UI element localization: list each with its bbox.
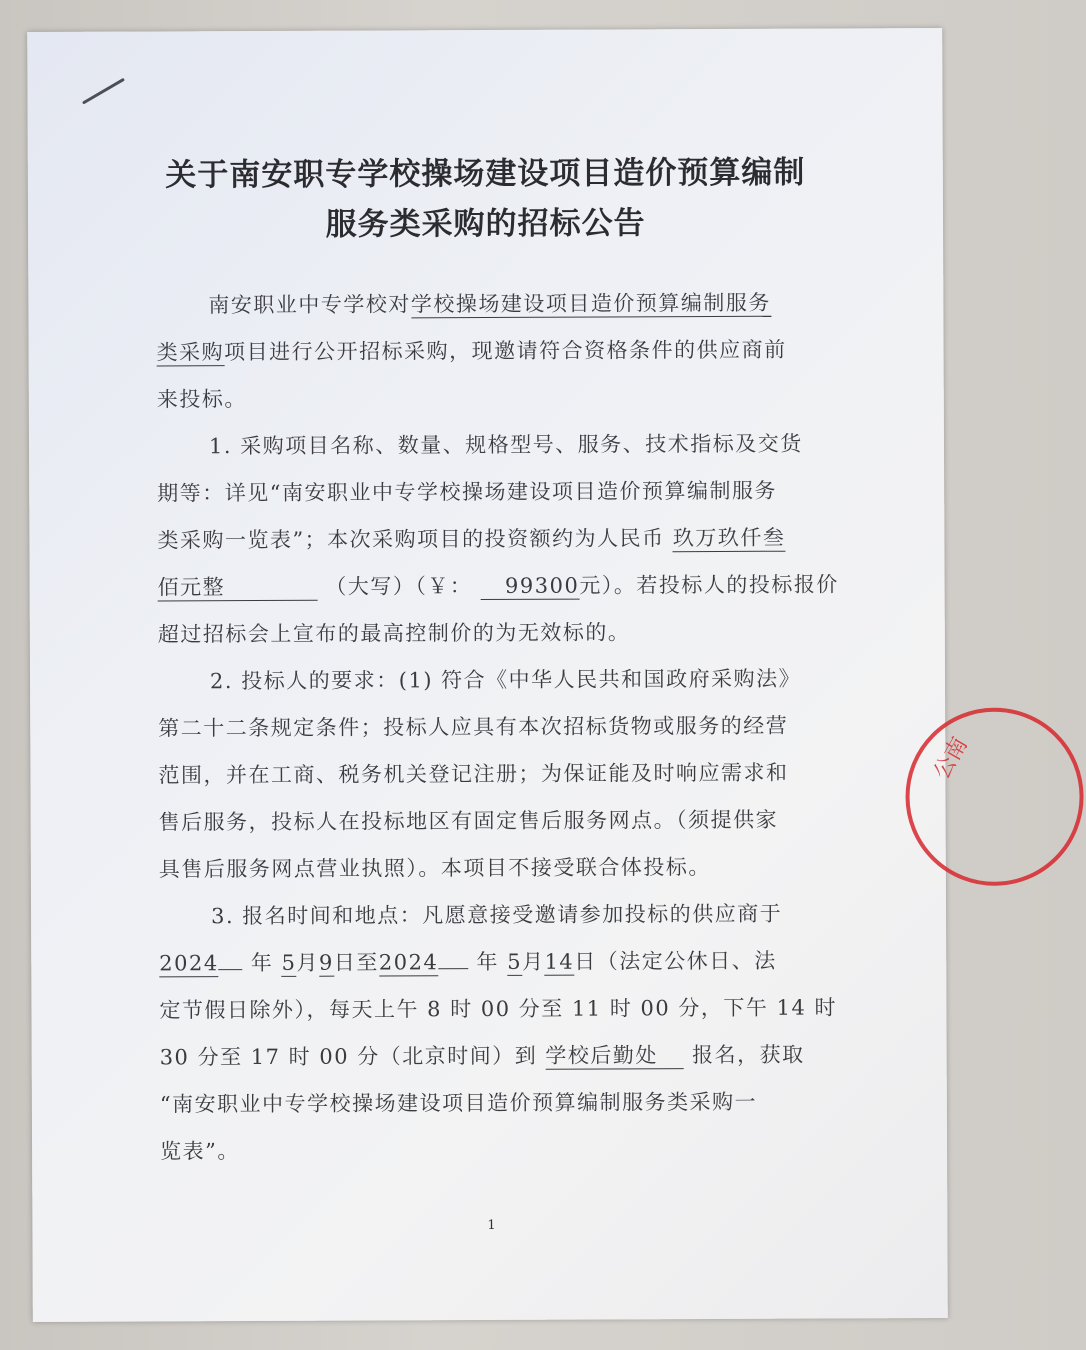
start-year: 2024 bbox=[159, 951, 219, 976]
day-to-label: 日至 bbox=[333, 950, 379, 975]
end-month: 5 bbox=[507, 949, 523, 974]
amount-words-cont bbox=[158, 575, 318, 602]
s3-line-1: 3. 报名时间和地点：凡愿意接受邀请参加投标的供应商于 bbox=[210, 901, 783, 929]
end-year: 2024 bbox=[378, 950, 439, 975]
s3-line-2 bbox=[159, 945, 777, 978]
s1-text: 类采购一览表”；本次采购项目的投资额约为人民币 bbox=[157, 526, 665, 553]
intro-text: 项目进行公开招标采购，现邀请符合资格条件的供应商前 bbox=[224, 337, 787, 365]
pen-mark bbox=[82, 78, 125, 105]
seal-text: 公南 bbox=[929, 733, 973, 784]
s3-line-3: 定节假日除外），每天上午 8 时 00 分至 11 时 00 分，下午 14 时 bbox=[159, 995, 838, 1023]
title-line-2: 服务类采购的招标公告 bbox=[325, 205, 646, 243]
registration-place bbox=[545, 1043, 684, 1070]
s3-text: 报名，获取 bbox=[692, 1042, 805, 1068]
s1-line-3 bbox=[157, 522, 785, 555]
title-line-1: 关于南安职专学校操场建设项目造价预算编制 bbox=[165, 154, 806, 194]
amount-words-end: 佰元整 bbox=[157, 575, 226, 600]
year-label: 年 bbox=[250, 950, 274, 976]
month-label: 月 bbox=[296, 950, 320, 975]
s1-line-5: 超过招标会上宣布的最高控制价的为无效标的。 bbox=[157, 620, 631, 647]
s3-text: 30 分至 17 时 00 分（北京时间）到 bbox=[159, 1043, 538, 1070]
start-day: 9 bbox=[318, 950, 334, 975]
s2-line-1: 2. 投标人的要求：(1) 符合《中华人民共和国政府采购法》 bbox=[209, 666, 802, 694]
intro-line-1 bbox=[208, 287, 771, 319]
s3-text: 日（法定公休日、法 bbox=[574, 948, 777, 974]
intro-text: 南安职业中专学校对 bbox=[208, 292, 411, 318]
document-page bbox=[27, 28, 973, 1322]
end-day: 14 bbox=[544, 949, 575, 974]
amount-words: 玖万玖仟叁 bbox=[672, 525, 786, 551]
project-name-underlined: 学校操场建设项目造价预算编制服务 bbox=[410, 290, 771, 317]
s1-line-4 bbox=[158, 568, 839, 601]
amount-value: 99300 bbox=[504, 573, 580, 598]
s2-line-3: 范围，并在工商、税务机关登记注册；为保证能及时响应需求和 bbox=[158, 760, 789, 788]
s3-line-6: 览表”。 bbox=[160, 1139, 240, 1164]
project-name-underlined-cont: 类采购 bbox=[156, 340, 225, 365]
s2-line-5: 具售后服务网点营业执照）。本项目不接受联合体投标。 bbox=[158, 855, 711, 882]
s1-line-2: 期等：详见“南安职业中专学校操场建设项目造价预算编制服务 bbox=[157, 478, 777, 506]
registration-place-value: 学校后勤处 bbox=[545, 1043, 658, 1068]
start-month: 5 bbox=[281, 950, 297, 975]
year-label: 年 bbox=[476, 949, 500, 975]
page-number: 1 bbox=[487, 1217, 496, 1234]
official-seal bbox=[905, 707, 1084, 886]
s1-line-1: 1. 采购项目名称、数量、规格型号、服务、技术指标及交货 bbox=[208, 431, 803, 459]
s1-text: 元）。若投标人的投标报价 bbox=[579, 572, 839, 598]
month-label: 月 bbox=[521, 949, 545, 974]
s2-line-2: 第二十二条规定条件；投标人应具有本次招标货物或服务的经营 bbox=[158, 713, 789, 741]
s2-line-4: 售后服务，投标人在投标地区有固定售后服务网点。（须提供家 bbox=[158, 807, 779, 835]
intro-line-3: 来投标。 bbox=[156, 387, 247, 412]
s3-line-5: “南安职业中专学校操场建设项目造价预算编制服务类采购一 bbox=[159, 1089, 758, 1117]
intro-line-2 bbox=[157, 334, 787, 367]
s3-line-4 bbox=[160, 1039, 805, 1072]
amount-number bbox=[480, 574, 579, 600]
s1-text: （大写）（￥： bbox=[325, 574, 473, 599]
